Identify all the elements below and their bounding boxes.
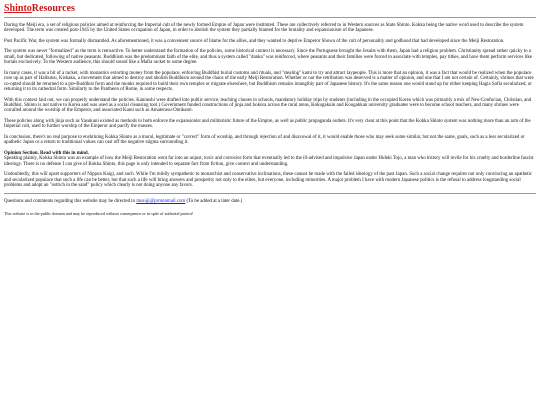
- opinion-paragraph-1: Speaking plainly, Kokka Shinto was an example of how the Meiji Restoration went far into an unjust, toxic and corrosive form that eventually led to the ill-advised and impulsive Japan under Hideki Tojo, a man who history will revile for his cruelty and borderline fascist ideology. There is no defense I can give of Kokka Shinto, this page is only intended to separate fact from fiction, give context and understanding.: [4, 156, 534, 167]
- contact-line: [4, 199, 536, 204]
- article-body: [4, 23, 536, 146]
- header-divider: [4, 17, 536, 18]
- site-logo[interactable]: [4, 3, 536, 15]
- logo-resources-text: Resources: [31, 3, 75, 14]
- opinion-heading: Opinion Section. Read with this in mind.: [4, 150, 89, 156]
- opinion-paragraph-2: Undoubtedly, this will upset supporters of Nippon Kaigi, and such. While I'm mildly sympathetic to monarchist and conservative inclinations, these cannot be made with the failed ideology of the past Japan. Such a social change requires not only convincing an apathetic and secularized populace that such a life can be better, but that such a life will bring answers and prosperity not only to the elites, but everyone, including minorities. A major problem I have with modern Japanese politics is the refusal to address longstanding social problems and adopt an "ostrich in the sand" policy which clearly is not doing anyone any favors.: [4, 172, 533, 188]
- paragraph-post-war: Post Pacific War, the system was formally dismantled. As aforementioned, it was a convenient source of blame for the allies, and they wanted to deprive Emperor Showa of the cult of personality and godhood that had developed since the Meiji Restoration.: [4, 38, 505, 44]
- paragraph-policies: With this context laid out, we can properly understand the policies. Kannushi were drafted into public service, teaching classes to schools, mandatory holiday trips by students (including in the occupied Korea which was primarily a mix of Neo-Confucian, Christian, and Buddhist. Shinto is not native to Korea and was used as a social cleansing tool.) Government funded constructions of jinja and hokora across the rural areas, Kokugakuin and Kougakkan university graduates were to become school teachers, and many shrines were corralled around the worship of the Emperor, and associated Kami such as Amaterasu-Omikami.: [4, 97, 532, 114]
- contact-email-link[interactable]: musuji@protonmail.com: [136, 199, 186, 205]
- paragraph-racket: In many cases, it was a bit of a racket, with monastics extorting money from the populace, enforcing Buddhist burial customs and rituals, and "stealing" kami to try and attract laypeople. This is more that an opinion, it was a fact that would be realized when the populace rose up as part of Haibutsu, Kishaku, a movement that aimed to destroy and abolish Buddhism around the chaos of the early Meiji Restoration. Whether or not the retribution was deserved is a matter of opinion, and one that I am not certain of. Certainly, shrines that were co-opted should be returned to a pre-Buddhist form and the monks required to build their own temples or migrate elsewhere, but Buddhism remains intangibly part of Japanese history. It's the same reason one would stand up for either keeping Hagia Sofia secularized, or returning it to its cathedral form. Similarly to the Pantheon of Rome, in some respects.: [4, 70, 534, 93]
- footer-divider: [4, 193, 536, 194]
- license-notice: This website is in the public domain and may be reproduced without consequence or in spite of authorial protest!: [4, 210, 194, 216]
- paragraph-intro: During the Meiji era, a set of religious policies aimed at reinforcing the Imperial cult of the newly formed Empire of Japan were instituted. These are collectively referred to in Western sources as State Shinto. Kokka being the native word used to describe the system developed. The term was created post-1945 by the United States occupation of Japan, in order to abolish the system they partially blamed for the brutality and expansionism of the Japanese.: [4, 23, 524, 34]
- paragraph-yasukuni: These policies along with jinja such as Yasukuni existed as methods to both enforce the expansionist and militaristic future of the Empire, as well as public propaganda outlets. It's very clear at this point that the Kokka Shinto system was nothing more than an arm of the Imperial cult, used to further worship of the Emperor and pacify the masses.: [4, 118, 531, 130]
- opinion-section: [4, 151, 536, 189]
- paragraph-context: The system was never "formalized" as the term is retroactive. To better understand the formation of the policies, some historical context is necessary. Since the Portuguese brought the Jesuits with them, Japan had a religion problem. Christianity spread rather quicky to a small, but dedicated, following of native peasants. Buddhism was the predominant faith of the elite, and thus a system called "danka" was reinforced, where peasants and their families were forced to associate with temples, pay tithes, and have them perform services like burials exclusively. To the Western audience, this should sound like a Mafia racket to some degree.: [4, 49, 532, 66]
- paragraph-conclusion: In conclusion, there's no real purpose to enshrining Kokka Shinto as a moral, legitimate or "correct" form of worship, and through rejection of and disavowal of it, it would enable those who may seek some similar, but not the same, goals, such as a less secularized or apathetic Japan or a return to traditional values can cast off the negative stigma surrounding it.: [4, 134, 525, 146]
- contact-suffix: (To be added at a later date.): [186, 199, 243, 205]
- contact-prefix: Questions and comments regarding this website may be directed to: [4, 199, 136, 205]
- footer: [4, 199, 536, 215]
- logo-shinto-link[interactable]: Shinto: [4, 3, 32, 14]
